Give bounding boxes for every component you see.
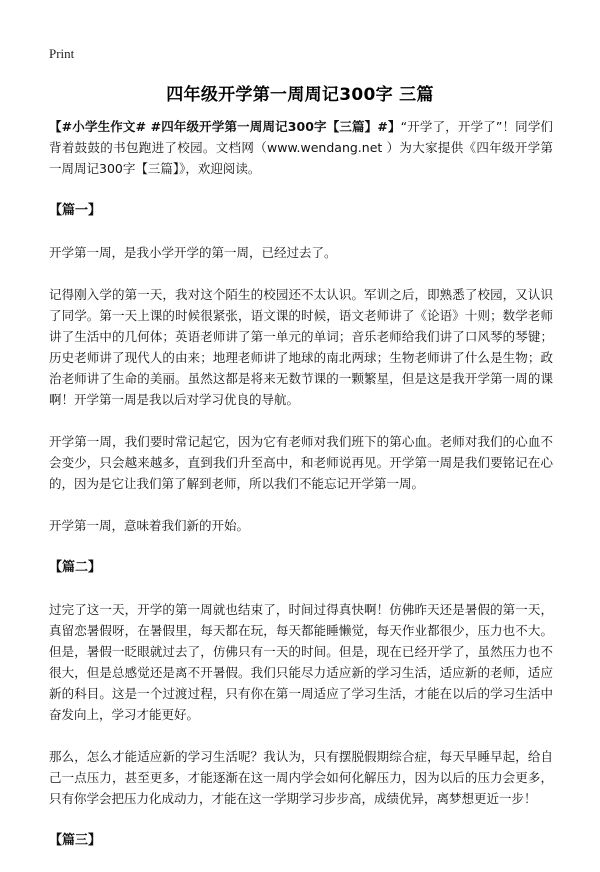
section-1-paragraph-3: 开学第一周，我们要时常记起它，因为它有老师对我们班下的第心血。老师对我们的心血不会变少，只会越来越多，直到我们升至高中，和老师说再见。开学第一周是我们要铭记在心的，因为是它让我们第了解到老师，所以我们不能忘记开学第一周。 [49,434,553,491]
intro-tags: 【#小学生作文# #四年级开学第一周周记300字【三篇】#】 [49,119,401,134]
section-heading-1: 【篇一】 [49,203,102,218]
section-2-paragraph-1: 过完了这一天，开学的第一周就也结束了，时间过得真快啊！仿佛昨天还是暑假的第一天，真留恋暑假呀，在暑假里，每天都在玩，每天都能睡懒觉，每天作业都很少，压力也不大。但是，暑假一眨眼就过去了，仿佛只有一天的时间。但是，现在已经开学了，虽然压力也不很大，但是总感觉还是离不开暑假。我们只能尽力适应新的学习生活，适应新的老师，适应新的科目。这是一个过渡过程，只有你在第一周适应了学习生活，才能在以后的学习生活中奋发向上，学习才能更好。 [49,602,553,722]
section-1-paragraph-2: 记得刚入学的第一天，我对这个陌生的校园还不太认识。军训之后，即熟悉了校园，又认识了同学。第一天上课的时候很紧张，语文课的时候，语文老师讲了《论语》十则；数学老师讲了生活中的几何体；英语老师讲了第一单元的单词；音乐老师给我们讲了口风琴的琴键；历史老师讲了现代人的由来；地理老师讲了地球的南北两球；生物老师讲了什么是生物；政治老师讲了生命的美丽。虽然这都是将来无数节课的一颗繁星，但是这是我开学第一周的课啊！开学第一周是我以后对学习优良的导航。 [49,287,553,407]
intro-text: “开学了，开学了”！同学们背着鼓鼓的书包跑进了校园。文档网（www.wendang.net ）为大家提供《四年级开学第一周周记300字【三篇】》，欢迎阅读。 [49,119,554,176]
section-heading-3: 【篇三】 [49,833,102,848]
section-1-paragraph-4: 开学第一周，意味着我们新的开始。 [49,518,250,533]
section-2-paragraph-2: 那么，怎么才能适应新的学习生活呢？我认为，只有摆脱假期综合症，每天早睡早起，给自己一点压力，甚至更多，才能逐渐在这一周内学会如何化解压力，因为以后的压力会更多，只有你学会把压力化成动力，才能在这一学期学习步步高，成绩优异，离梦想更近一步！ [49,749,553,806]
section-heading-2: 【篇二】 [49,560,102,575]
article-body [49,116,553,872]
print-link[interactable]: Print [49,46,75,61]
page-title: 四年级开学第一周周记300字 三篇 [166,85,434,105]
section-1-paragraph-1: 开学第一周，是我小学开学的第一周，已经过去了。 [49,245,337,260]
intro-paragraph [49,116,553,179]
